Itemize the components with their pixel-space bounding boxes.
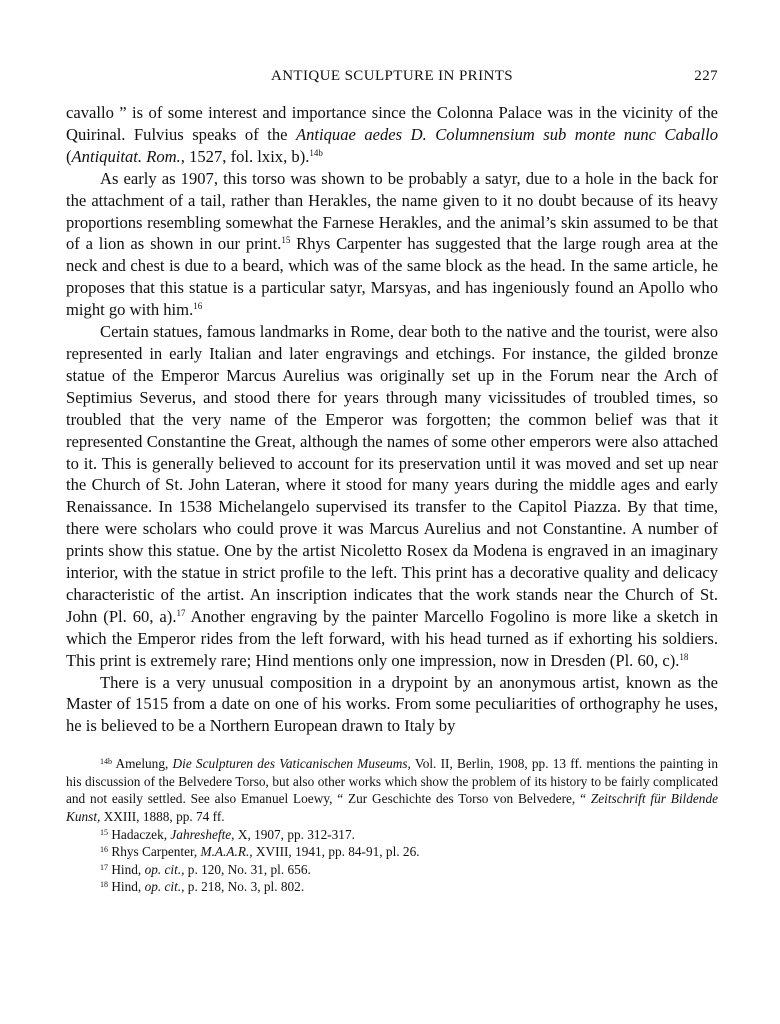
text-run: Rhys Carpenter, xyxy=(108,844,201,860)
footnote-reference: 18 xyxy=(679,651,689,662)
text-run: XXIII, 1888, pp. 74 ff. xyxy=(100,809,225,825)
paragraph xyxy=(66,321,718,672)
footnote xyxy=(66,755,718,825)
text-run: X, 1907, pp. 312-317. xyxy=(234,826,355,842)
running-title: ANTIQUE SCULPTURE IN PRINTS xyxy=(270,68,514,84)
footnote-mark: 15 xyxy=(100,827,108,837)
footnote-reference: 16 xyxy=(193,301,203,312)
text-run: Hind, xyxy=(108,861,145,877)
text-run: Rhys Carpenter has suggested that the large rough area at the neck and chest is due to a beard, which was of the same block as the head. In the same article, he proposes that this statue is a particular satyr, Marsyas, and has ingeniously found an Apollo who might go with him. xyxy=(66,234,718,320)
italic-text: Jahreshefte, xyxy=(170,826,235,842)
italic-text: M.A.A.R., xyxy=(200,844,253,860)
text-run: Hind, xyxy=(108,879,145,895)
italic-text: Die Sculpturen des Vaticanischen Museums, xyxy=(172,756,411,772)
italic-text: Antiquitat. Rom. xyxy=(71,146,181,166)
footnote-mark: 14b xyxy=(100,757,112,767)
text-run: p. 120, No. 31, pl. 656. xyxy=(184,861,311,877)
page-number: 227 xyxy=(694,68,718,84)
footnote-mark: 18 xyxy=(100,880,108,890)
text-run: Amelung, xyxy=(112,756,173,772)
footnote xyxy=(66,843,718,861)
document-page xyxy=(66,66,718,896)
text-run: p. 218, No. 3, pl. 802. xyxy=(184,879,305,895)
page-header xyxy=(66,66,718,90)
footnote xyxy=(66,861,718,879)
body-text xyxy=(66,102,718,737)
footnote-reference: 17 xyxy=(176,607,186,618)
footnote xyxy=(66,878,718,896)
text-run: cavallo ” is of some interest and importance since the Colonna Palace was in the vicinity of the Quirinal. Fulvius speaks of the xyxy=(66,103,718,144)
text-run: Hadaczek, xyxy=(108,826,171,842)
footnote xyxy=(66,826,718,844)
text-run: Certain statues, famous landmarks in Rome, dear both to the native and the tourist, were also represented in early Italian and later engravings and etchings. For instance, the gilded bronze statue of the Emperor Marcus Aurelius was originally set up in the Forum near the Arch of Septimius Severus, and stood there for years through many vicissitudes of troubled times, so troubled that the very name of the Emperor was forgotten; the common belief was that it represented Constantine the Great, although the names of some other emperors were also attached to it. This is generally believed to account for its preservation until it was moved and set up near the Church of St. John Lateran, where it stood for many years during the middle ages and early Renaissance. In 1538 Michelangelo supervised its transfer to the Capitol Piazza. By that time, there were scholars who could prove it was Marcus Aurelius and not Constantine. A number of prints show this statue. One by the artist Nicoletto Rosex da Modena is engraved in an imaginary interior, with the statue in strict profile to the left. This print has a decorative quality and delicacy characteristic of the artist. An inscription indicates that the work stands near the Church of St. John (Pl. 60, a). xyxy=(66,322,718,626)
text-run: , 1527, fol. lxix, b). xyxy=(180,146,310,166)
text-run: There is a very unusual composition in a drypoint by an anonymous artist, known as the Master of 1515 from a date on one of his works. From some peculiarities of orthography he uses, he is believed to be a Northern European drawn to Italy by xyxy=(66,672,718,736)
text-run: Another engraving by the painter Marcello Fogolino is more like a sketch in which the Emperor rides from the left forward, with his head turned as if exhorting his soldiers. This print is extremely rare; Hind mentions only one impression, now in Dresden (Pl. 60, c). xyxy=(66,606,718,670)
italic-text: Zeitschrift für Bildende Kunst, xyxy=(66,791,718,825)
footnote-mark: 16 xyxy=(100,845,108,855)
italic-text: op. cit., xyxy=(144,861,185,877)
paragraph xyxy=(66,672,718,738)
paragraph xyxy=(66,168,718,321)
text-run: ( xyxy=(66,146,72,166)
text-run: As early as 1907, this torso was shown to be probably a satyr, due to a hole in the back for the attachment of a tail, rather than Herakles, the name given to it no doubt because of its heavy proportions resembling somewhat the Farnese Herakles, and the animal’s skin assumed to be that of a lion as shown in our print. xyxy=(66,168,718,254)
footnotes xyxy=(66,755,718,896)
text-run: XVIII, 1941, pp. 84-91, pl. 26. xyxy=(252,844,420,860)
footnote-mark: 17 xyxy=(100,862,108,872)
footnote-reference: 14b xyxy=(309,147,323,158)
italic-text: Antiquae aedes D. Columnensium sub monte nunc Caballo xyxy=(295,124,718,144)
paragraph xyxy=(66,102,718,168)
footnote-reference: 15 xyxy=(281,235,291,246)
text-run: Vol. II, Berlin, 1908, pp. 13 ff. mentions the painting in his discussion of the Belvedere Torso, but also other works which show the problem of its history to be fairly complicated and not easily settled. See also Emanuel Loewy, “ Zur Geschichte des Torso von Belvedere, “ xyxy=(66,756,718,807)
italic-text: op. cit., xyxy=(144,879,185,895)
